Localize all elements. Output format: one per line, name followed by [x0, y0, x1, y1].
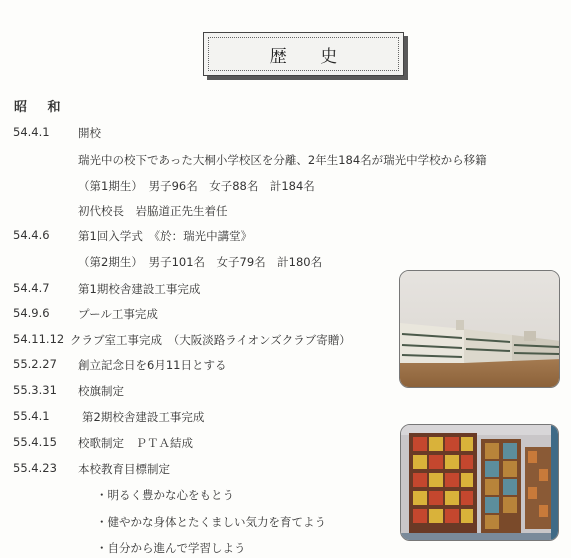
entry-date: 55.2.27 [13, 357, 57, 371]
goal-item: ・明るく豊かな心をもとう [96, 488, 234, 502]
goal-item: ・自分から進んで学習しよう [96, 541, 246, 555]
goal-item: ・健やかな身体とたくましい気力を育てよう [96, 515, 326, 529]
entry-text: （第2期生） 男子101名 女子79名 計180名 [78, 255, 323, 269]
era-heading: 昭 和 [14, 100, 69, 115]
entry-date: 55.3.31 [13, 383, 57, 397]
school-building-photo [399, 270, 560, 388]
entry-text: 第1期校舎建設工事完成 [78, 282, 201, 296]
entry-text: 第2期校舎建設工事完成 [82, 410, 205, 424]
entry-date: 54.4.7 [13, 281, 50, 295]
title-box [203, 32, 404, 76]
entry-text: 本校教育目標制定 [78, 462, 170, 476]
entry-text: クラブ室工事完成 （大阪淡路ライオンズクラブ寄贈） [70, 333, 351, 347]
entry-date: 55.4.1 [13, 409, 50, 423]
entry-text: 校歌制定 ＰＴＡ結成 [78, 436, 193, 450]
entry-text: （第1期生） 男子96名 女子88名 計184名 [78, 179, 315, 193]
entry-date: 55.4.23 [13, 461, 57, 475]
entry-text: 瑞光中の校下であった大桐小学校区を分離、2年生184名が瑞光中学校から移籍 [78, 153, 487, 167]
entry-text: 創立記念日を6月11日とする [78, 358, 227, 372]
entry-date: 54.11.12 [13, 332, 65, 346]
entry-text: 初代校長 岩脇道正先生着任 [78, 204, 228, 218]
entry-date: 54.4.6 [13, 228, 50, 242]
entry-text: 開校 [78, 126, 101, 140]
mural-photo [400, 424, 559, 541]
entry-text: プール工事完成 [78, 307, 158, 321]
entry-date: 54.4.1 [13, 125, 50, 139]
entry-date: 54.9.6 [13, 306, 50, 320]
page-title: 歴 史 [269, 47, 352, 67]
entry-date: 55.4.15 [13, 435, 57, 449]
entry-text: 第1回入学式 《於：瑞光中講堂》 [78, 229, 253, 243]
entry-text: 校旗制定 [78, 384, 124, 398]
